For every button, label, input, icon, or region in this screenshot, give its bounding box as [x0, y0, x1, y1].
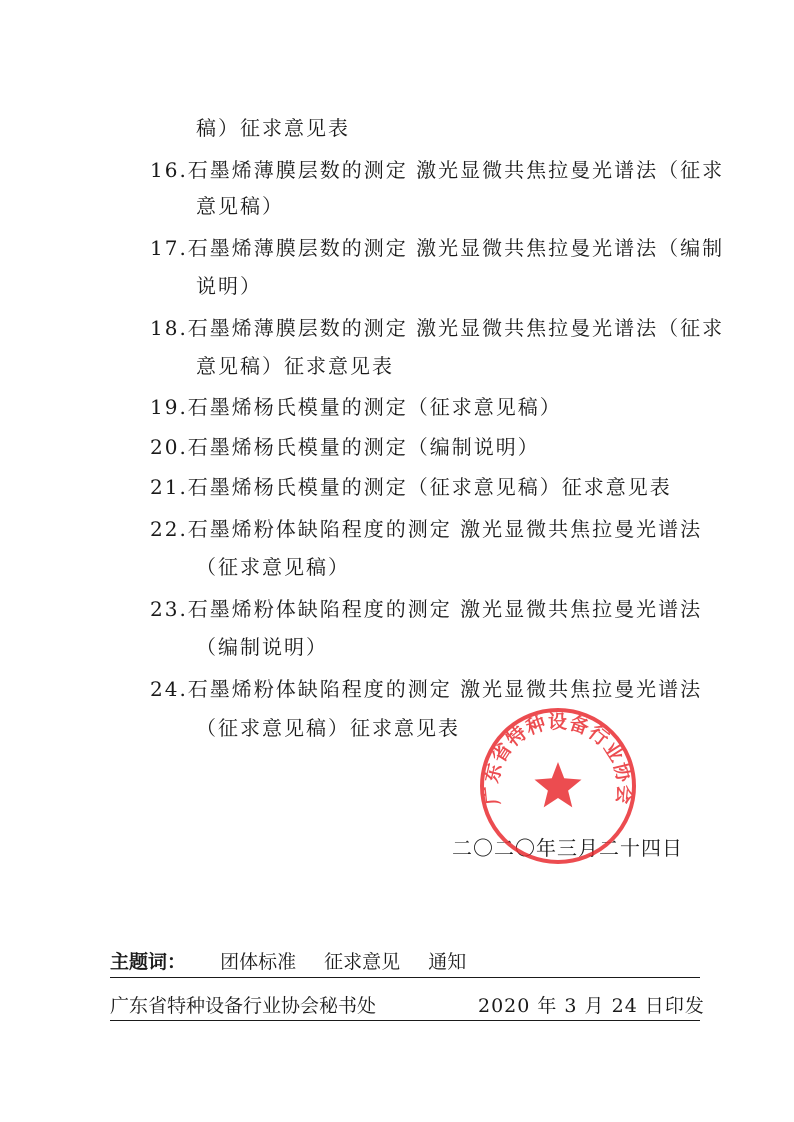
keyword-item: 团体标准: [220, 951, 297, 973]
list-line: 18.石墨烯薄膜层数的测定 激光显微共焦拉曼光谱法（征求: [150, 316, 725, 340]
issue-date: 2020 年 3 月 24 日印发: [478, 995, 705, 1017]
keywords-label: 主题词：: [110, 951, 187, 973]
list-line: 稿）征求意见表: [196, 116, 350, 140]
svg-text:广东省特种设备行业协会: 广东省特种设备行业协会: [480, 711, 636, 806]
list-line: 意见稿）征求意见表: [196, 354, 394, 378]
list-line: 16.石墨烯薄膜层数的测定 激光显微共焦拉曼光谱法（征求: [150, 158, 725, 182]
issuer: 广东省特种设备行业协会秘书处: [110, 995, 377, 1017]
divider: [110, 977, 700, 978]
official-seal-icon: [478, 706, 638, 866]
list-line: 24.石墨烯粉体缺陷程度的测定 激光显微共焦拉曼光谱法: [150, 677, 703, 701]
list-line: 说明）: [196, 274, 262, 298]
list-line: 23.石墨烯粉体缺陷程度的测定 激光显微共焦拉曼光谱法: [150, 597, 703, 621]
list-line: 22.石墨烯粉体缺陷程度的测定 激光显微共焦拉曼光谱法: [150, 517, 703, 541]
list-line: 19.石墨烯杨氏模量的测定（征求意见稿）: [150, 395, 562, 419]
divider: [110, 1020, 700, 1021]
keyword-item: 通知: [428, 951, 467, 973]
list-line: 17.石墨烯薄膜层数的测定 激光显微共焦拉曼光谱法（编制: [150, 236, 725, 260]
list-line: （征求意见稿）征求意见表: [196, 716, 460, 740]
list-line: （编制说明）: [196, 635, 328, 659]
star-icon: [535, 762, 582, 807]
list-line: 20.石墨烯杨氏模量的测定（编制说明）: [150, 435, 540, 459]
keyword-item: 征求意见: [324, 951, 401, 973]
list-line: （征求意见稿）: [196, 555, 350, 579]
signature-date: 二〇二〇年三月二十四日: [452, 836, 683, 860]
keywords-line: [110, 950, 488, 974]
list-line: 21.石墨烯杨氏模量的测定（征求意见稿）征求意见表: [150, 475, 672, 499]
list-line: 意见稿）: [196, 194, 284, 218]
